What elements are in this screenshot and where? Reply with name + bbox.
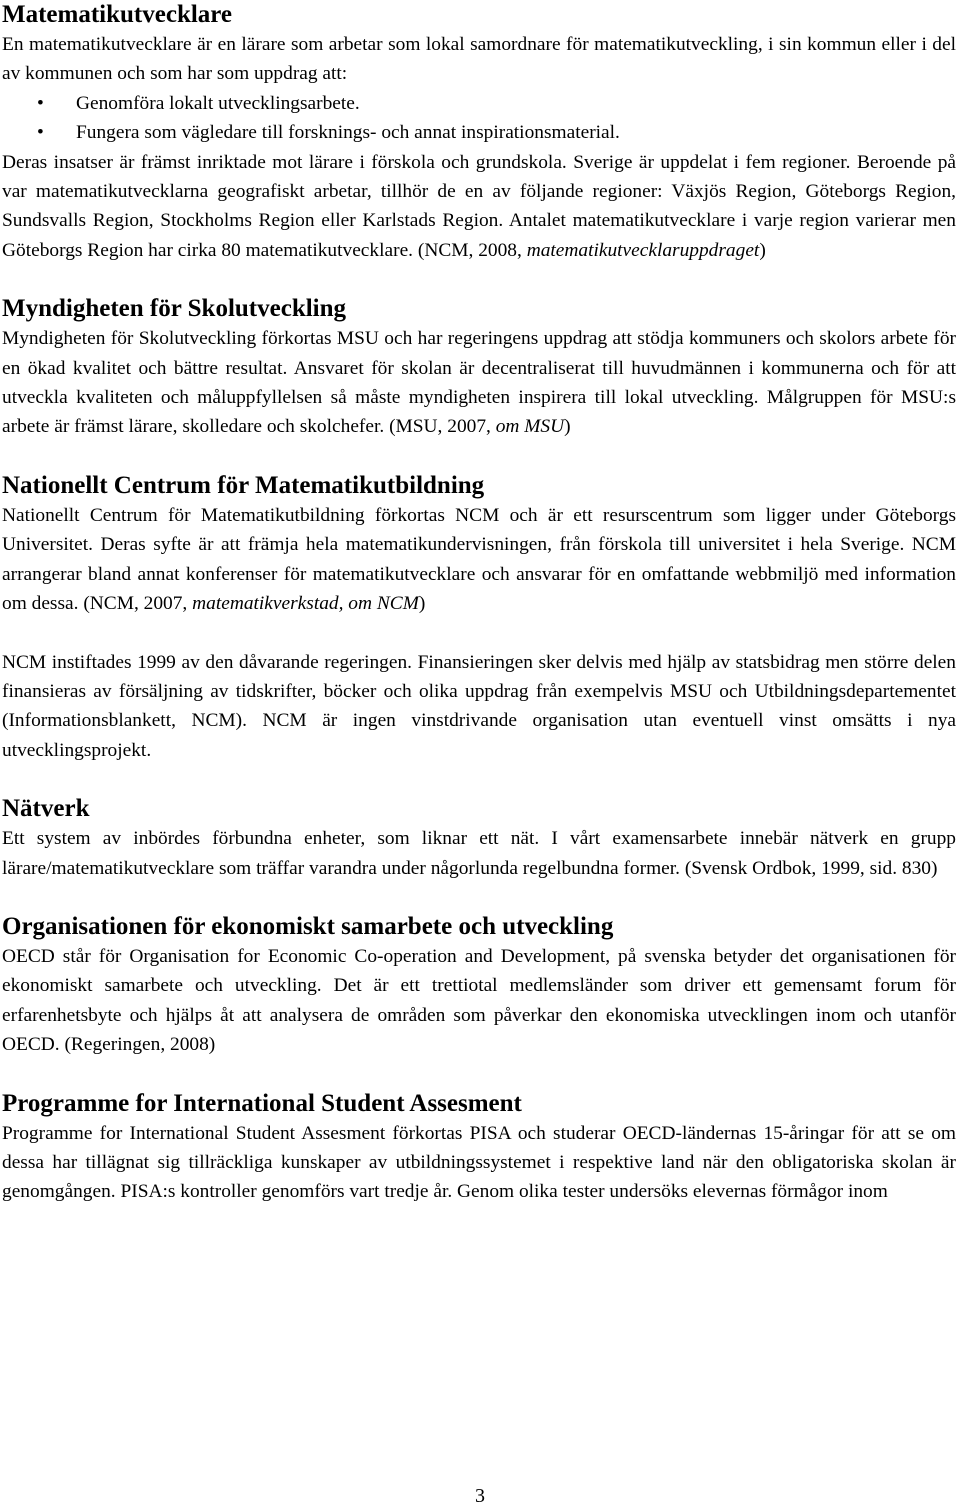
paragraph-text: Nationellt Centrum för Matematikutbildning förkortas NCM och är ett resurscentrum som ligger under Göteborgs Universitet. Deras syfte är att främja hela matematikundervisningen, från förskola till universitet i hela Sverige. NCM arrangerar bland annat konferenser för matematikutvecklare och ansvarar för en omfattande webbmiljö med information om dessa. (NCM, 2007, [2,504,956,615]
paragraph: Ett system av inbördes förbundna enheter, som liknar ett nät. I vårt examensarbete innebär nätverk en grupp lärare/matematikutvecklare som träffar varandra under någorlunda regelbundna former. (Svensk Ordbok, 1999, sid. 830) [2,828,956,879]
citation-title: matematikutvecklaruppdraget [526,239,760,261]
section-heading: Nationellt Centrum för Matematikutbildning [2,471,485,499]
list-item-text: Fungera som vägledare till forsknings- och annat inspirationsmaterial. [76,122,620,144]
citation-close: ) [418,593,426,615]
section-ncm [2,471,956,765]
bullet-icon: • [37,92,44,114]
paragraph: NCM instiftades 1999 av den dåvarande regeringen. Finansieringen sker delvis med hjälp av statsbidrag men större delen finansieras av försäljning av tidskrifter, böcker och olika uppdrag från exempelvis MSU och Utbildningsdepartementet (Informationsblankett, NCM). NCM är ingen vinstdrivande organisation utan eventuell vinst omsätts i nya utvecklingsprojekt. [2,651,956,761]
citation-close: ) [564,416,571,438]
section-heading: Matematikutvecklare [2,1,233,28]
list-item [2,118,956,147]
section-oecd [2,912,956,1060]
section-heading: Myndigheten för Skolutveckling [2,295,347,323]
section-heading: Programme for International Student Assesment [2,1089,522,1117]
paragraph: Programme for International Student Assesment förkortas PISA och studerar OECD-ländernas 15-åringar för att se om dessa har tillägnat sig tillräckliga kunskaper av utbildningssystemet i respektive land när den obligatoriska skolan är genomgången. PISA:s kontroller genomförs vart tredje år. Genom olika tester undersöks elevernas förmågor inom [2,1122,956,1203]
section-pisa [2,1089,956,1207]
paragraph-text: Myndigheten för Skolutveckling förkortas MSU och har regeringens uppdrag att stödja kommuners och skolors arbete för en ökad kvalitet och bättre resultat. Ansvaret för skolan är decentraliserat till huvudmännen i kommunerna och för att utveckla kvaliteten och måluppfyllelsen så måste myndigheten inspirera till lokal utveckling. Målgruppen för MSU:s arbete är främst lärare, skolledare och skolchefer. (MSU, 2007, [2,328,956,438]
paragraph [2,148,956,266]
paragraph-spacer [2,619,956,648]
citation-close: ) [759,239,766,261]
section-msu [2,294,956,442]
citation-title: matematikverkstad, om NCM [192,593,419,615]
page-number: 3 [475,1485,485,1507]
list-item [2,89,956,118]
section-natverk [2,794,956,883]
citation-title: om MSU [495,416,565,438]
bullet-icon: • [37,122,44,144]
paragraph: En matematikutvecklare är en lärare som arbetar som lokal samordnare för matematikutveckling, i sin kommun eller i del av kommunen och som har som uppdrag att: [2,34,956,85]
section-matematikutvecklare [2,0,956,265]
section-heading: Organisationen för ekonomiskt samarbete och utveckling [2,912,614,940]
section-heading: Nätverk [2,795,90,823]
list-item-text: Genomföra lokalt utvecklingsarbete. [76,92,360,114]
paragraph-text: Deras insatser är främst inriktade mot lärare i förskola och grundskola. Sverige är uppdelat i fem regioner. Beroende på var matematikutvecklarna geografiskt arbetar, tillhör de en av följande regioner: Växjös Region, Göteborgs Region, Sundsvalls Region, Stockholms Region eller Karlstads Region. Antalet matematikutvecklare i varje region varierar men Göteborgs Region har cirka 80 matematikutvecklare. (NCM, 2008, [2,151,956,261]
paragraph [2,501,956,619]
paragraph: OECD står för Organisation for Economic Co-operation and Development, på svenska betyder det organisationen för ekonomiskt samarbete och utveckling. Det är ett trettiotal medlemsländer som driver ett gemensamt forum för erfarenhetsbyte och hjälps åt att analysera de områden som påverkar den ekonomiska utvecklingen inom och utanför OECD. (Regeringen, 2008) [2,945,956,1056]
bullet-list [2,89,956,148]
document-page [2,0,956,1207]
paragraph [2,324,956,442]
